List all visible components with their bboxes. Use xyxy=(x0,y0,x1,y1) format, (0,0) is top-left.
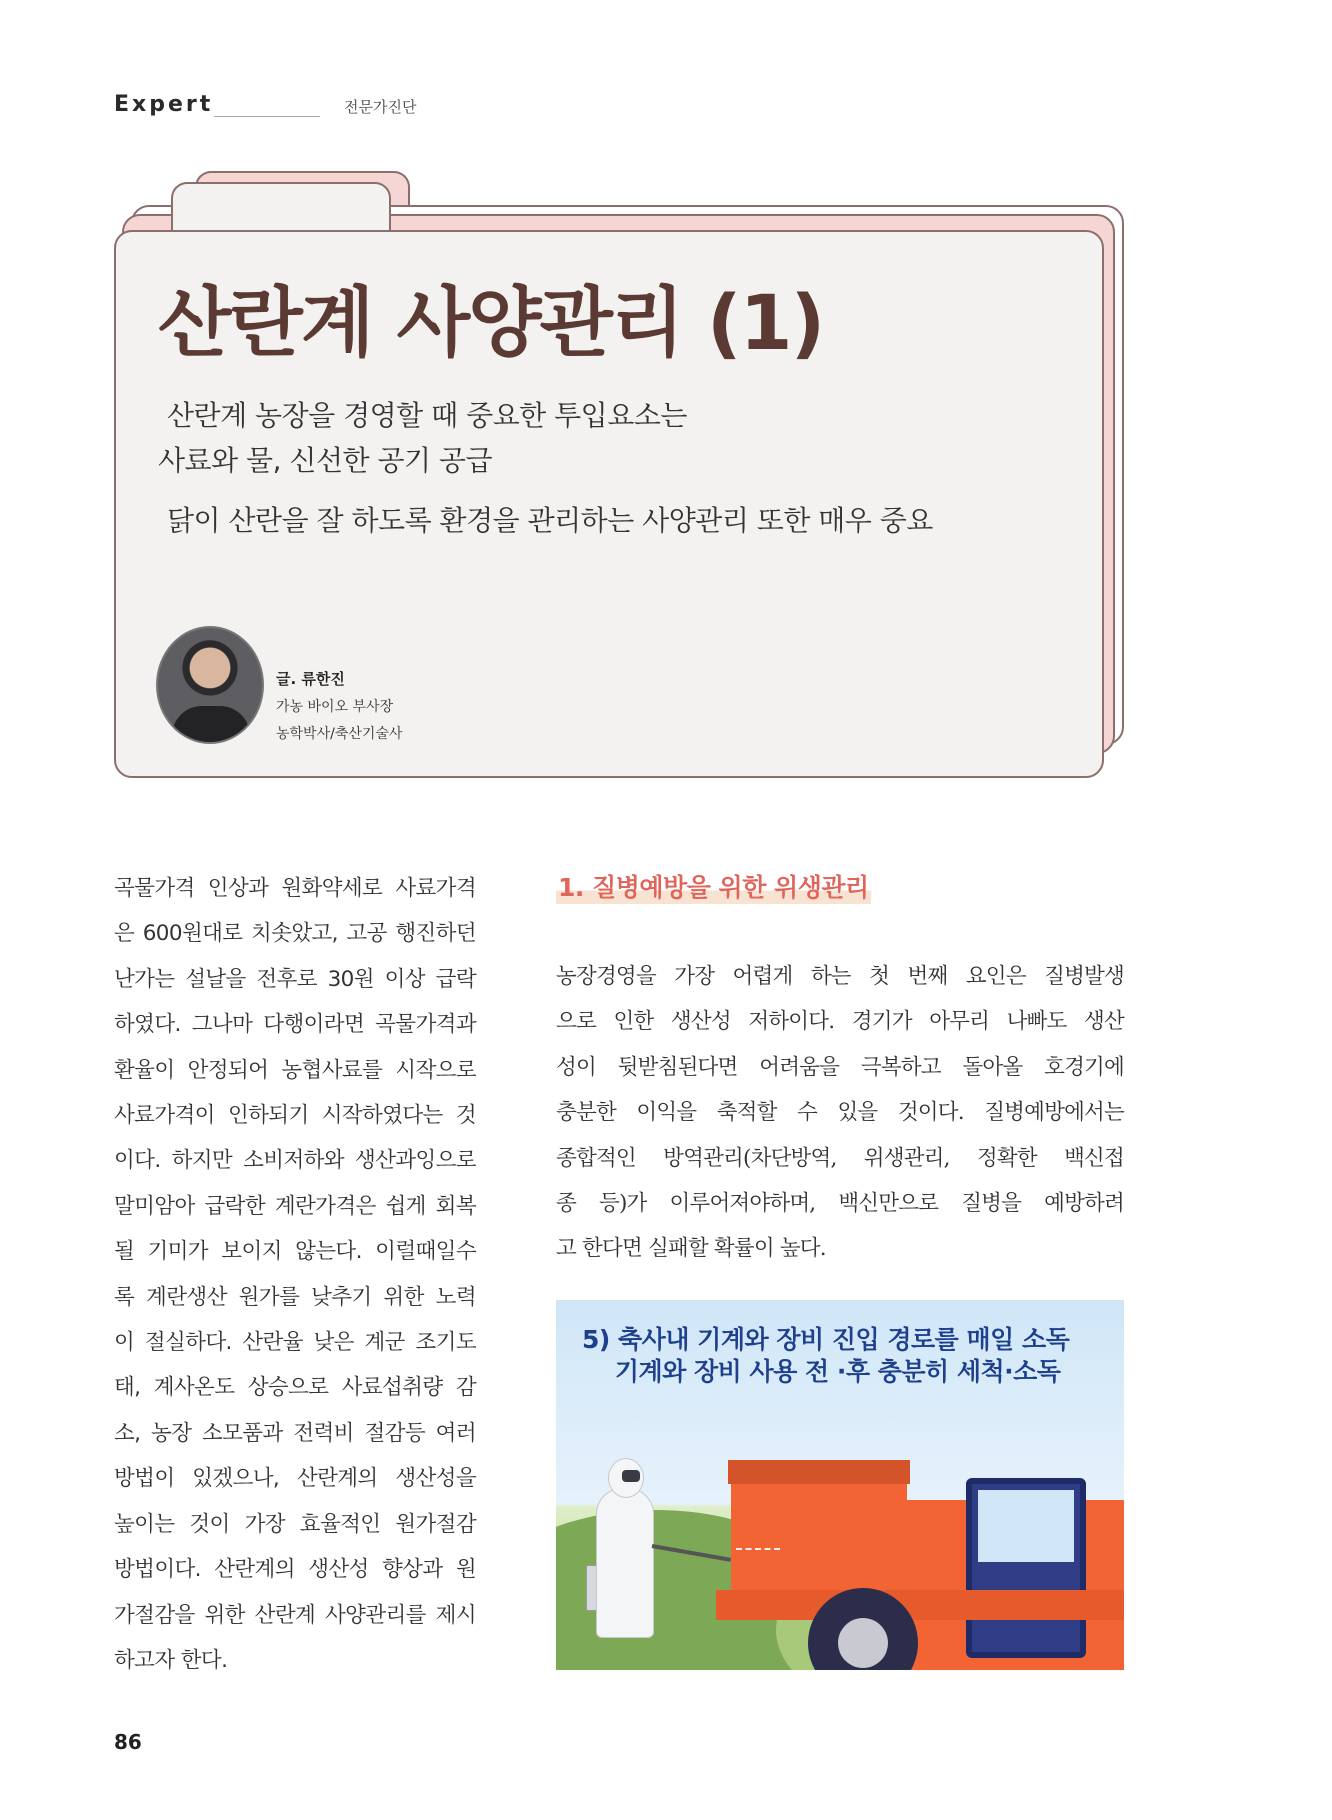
author-name: 글. 류한진 xyxy=(276,670,345,688)
spray-mist xyxy=(736,1548,780,1566)
body-line: 태, 계사온도 상승으로 사료섭취량 감 xyxy=(114,1375,476,1401)
body-line: 농장경영을 가장 어렵게 하는 첫 번째 요인은 질병발생 xyxy=(556,964,1124,989)
body-line: 은 600원대로 치솟았고, 고공 행진하던 xyxy=(114,921,476,947)
body-line: 종 등)가 이루어져야하며, 백신만으로 질병을 예방하려 xyxy=(556,1191,1124,1217)
body-line: 곡물가격 인상과 원화약세로 사료가격 xyxy=(114,876,476,901)
section-heading: 1. 질병예방을 위한 위생관리 xyxy=(556,868,871,904)
body-line: 충분한 이익을 축적할 수 있을 것이다. 질병예방에서는 xyxy=(556,1100,1124,1126)
body-line: 하고자 한다. xyxy=(114,1647,228,1673)
magazine-section-label: Expert xyxy=(114,92,214,117)
body-line: 록 계란생산 원가를 낮추기 위한 노력 xyxy=(114,1284,476,1310)
body-line: 종합적인 방역관리(차단방역, 위생관리, 정확한 백신접 xyxy=(556,1145,1124,1171)
body-line: 난가는 설날을 전후로 30원 이상 급락 xyxy=(114,966,476,992)
body-line: 고 한다면 실패할 확률이 높다. xyxy=(556,1236,826,1262)
lead-line: 사료와 물, 신선한 공기 공급 xyxy=(158,444,493,477)
worker-protective-suit xyxy=(596,1488,654,1638)
worker-mask xyxy=(622,1470,640,1482)
section-name: 전문가진단 xyxy=(344,98,417,116)
body-line: 사료가격이 인하되기 시작하였다는 것 xyxy=(114,1103,476,1129)
body-line: 가절감을 위한 산란계 사양관리를 제시 xyxy=(114,1602,476,1628)
body-line: 이 절실하다. 산란율 낮은 계군 조기도 xyxy=(114,1330,476,1356)
article-title: 산란계 사양관리 (1) xyxy=(158,278,824,367)
body-line: 방법이 있겠으나, 산란계의 생산성을 xyxy=(114,1466,476,1492)
body-line: 말미암아 급락한 계란가격은 쉽게 회복 xyxy=(114,1193,476,1219)
body-line: 이다. 하지만 소비저하와 생산과잉으로 xyxy=(114,1148,476,1174)
figure-caption: 5) 축사내 기계와 장비 진입 경로를 매일 소독 기계와 장비 사용 전 ·후 충분히 세척·소독 xyxy=(582,1325,1070,1386)
body-line: 소, 농장 소모품과 전력비 절감등 여러 xyxy=(114,1420,476,1446)
body-column-right xyxy=(556,954,1124,1272)
lead-line: 닭이 산란을 잘 하도록 환경을 관리하는 사양관리 또한 매우 중요 xyxy=(167,504,933,537)
body-line: 환율이 안정되어 농협사료를 시작으로 xyxy=(114,1057,476,1083)
disinfection-illustration xyxy=(556,1300,1124,1670)
page-number: 86 xyxy=(114,1730,142,1754)
author-role: 가농 바이오 부사장 xyxy=(276,699,394,715)
body-column-left xyxy=(114,866,476,1683)
body-line: 하였다. 그나마 다행이라면 곡물가격과 xyxy=(114,1012,476,1038)
body-line: 높이는 것이 가장 효율적인 원가절감 xyxy=(114,1511,476,1537)
truck-bed xyxy=(716,1590,1124,1620)
body-line: 방법이다. 산란계의 생산성 향상과 원 xyxy=(114,1557,476,1583)
header-divider xyxy=(214,116,320,117)
body-line: 될 기미가 보이지 않는다. 이럴때일수 xyxy=(114,1239,476,1265)
body-line: 성이 뒷받침된다면 어려움을 극복하고 돌아올 호경기에 xyxy=(556,1054,1124,1080)
wheel-hub xyxy=(838,1618,888,1668)
author-credentials: 농학박사/축산기술사 xyxy=(276,726,403,742)
lead-line: 산란계 농장을 경영할 때 중요한 투입요소는 xyxy=(167,399,687,432)
author-photo xyxy=(156,626,264,744)
truck-cargo-box xyxy=(731,1484,907,1594)
truck-window xyxy=(978,1490,1074,1562)
truck-cargo-roof xyxy=(728,1460,910,1484)
body-line: 으로 인한 생산성 저하이다. 경기가 아무리 나빠도 생산 xyxy=(556,1009,1124,1035)
